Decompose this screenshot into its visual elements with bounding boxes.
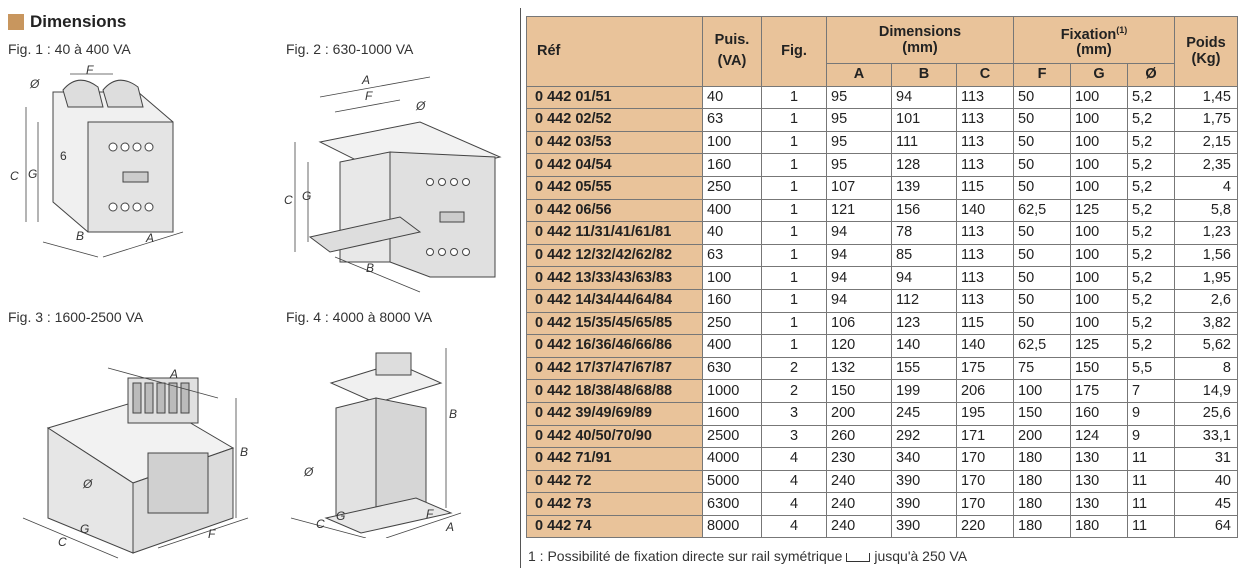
cell-ref: 0 442 73: [527, 493, 703, 516]
fig1-transformer-drawing: [8, 62, 208, 262]
cell-c: 115: [957, 176, 1014, 199]
cell-g: 100: [1071, 109, 1128, 132]
cell-g: 180: [1071, 515, 1128, 538]
cell-o: 5,2: [1128, 109, 1175, 132]
cell-b: 390: [892, 515, 957, 538]
cell-f: 50: [1014, 131, 1071, 154]
cell-a: 94: [827, 244, 892, 267]
cell-g: 175: [1071, 380, 1128, 403]
fig4-dim-c: C: [316, 517, 325, 531]
cell-fig: 1: [762, 312, 827, 335]
header-ref: Réf: [527, 17, 703, 87]
cell-c: 140: [957, 335, 1014, 358]
cell-b: 94: [892, 86, 957, 109]
fig1-dim-a: A: [146, 231, 155, 245]
table-row: [527, 515, 1238, 538]
cell-ref: 0 442 40/50/70/90: [527, 425, 703, 448]
cell-c: 220: [957, 515, 1014, 538]
fig4-dim-a: A: [446, 520, 455, 534]
cell-c: 170: [957, 493, 1014, 516]
cell-o: 5,2: [1128, 335, 1175, 358]
table-row: [527, 335, 1238, 358]
cell-fig: 1: [762, 176, 827, 199]
cell-a: 150: [827, 380, 892, 403]
table-row: [527, 86, 1238, 109]
cell-ref: 0 442 11/31/41/61/81: [527, 222, 703, 245]
cell-puis: 250: [703, 312, 762, 335]
cell-f: 50: [1014, 312, 1071, 335]
fig1-dim-b: B: [76, 229, 85, 243]
cell-ref: 0 442 74: [527, 515, 703, 538]
cell-a: 240: [827, 515, 892, 538]
table-body: [527, 86, 1238, 538]
cell-puis: 160: [703, 289, 762, 312]
cell-f: 50: [1014, 244, 1071, 267]
cell-o: 5,2: [1128, 86, 1175, 109]
footnote-text: 1 : Possibilité de fixation directe sur rail symétrique: [528, 548, 843, 564]
fig4-dim-f: F: [426, 507, 434, 521]
fig1-dim-g: G: [28, 167, 38, 181]
dimensions-table-panel: [526, 16, 1238, 538]
header-fix-f: F: [1014, 64, 1071, 87]
cell-fig: 1: [762, 131, 827, 154]
header-dim-a: A: [827, 64, 892, 87]
table-row: [527, 493, 1238, 516]
cell-p: 31: [1175, 448, 1238, 471]
table-row: [527, 154, 1238, 177]
cell-a: 240: [827, 493, 892, 516]
cell-f: 50: [1014, 86, 1071, 109]
cell-b: 245: [892, 402, 957, 425]
cell-ref: 0 442 16/36/46/66/86: [527, 335, 703, 358]
fig4-dim-g: G: [336, 509, 346, 523]
cell-g: 150: [1071, 357, 1128, 380]
fig4-transformer-drawing: [286, 338, 476, 538]
cell-f: 50: [1014, 109, 1071, 132]
cell-p: 25,6: [1175, 402, 1238, 425]
cell-f: 62,5: [1014, 199, 1071, 222]
cell-fig: 1: [762, 199, 827, 222]
cell-p: 1,23: [1175, 222, 1238, 245]
cell-ref: 0 442 17/37/47/67/87: [527, 357, 703, 380]
cell-ref: 0 442 01/51: [527, 86, 703, 109]
fig3-dim-g: G: [80, 522, 90, 536]
cell-c: 113: [957, 222, 1014, 245]
header-puis: Puis. (VA): [703, 17, 762, 87]
cell-c: 115: [957, 312, 1014, 335]
cell-fig: 1: [762, 86, 827, 109]
table-row: [527, 199, 1238, 222]
fig3-dim-a: A: [170, 367, 179, 381]
cell-g: 130: [1071, 470, 1128, 493]
cell-f: 50: [1014, 289, 1071, 312]
fig4-dim-o: Ø: [304, 465, 314, 479]
cell-puis: 1600: [703, 402, 762, 425]
cell-p: 1,56: [1175, 244, 1238, 267]
table-row: [527, 470, 1238, 493]
cell-p: 40: [1175, 470, 1238, 493]
cell-f: 50: [1014, 176, 1071, 199]
cell-ref: 0 442 03/53: [527, 131, 703, 154]
cell-a: 240: [827, 470, 892, 493]
cell-p: 3,82: [1175, 312, 1238, 335]
fig1-dim-f: F: [86, 63, 94, 77]
cell-f: 50: [1014, 154, 1071, 177]
cell-fig: 1: [762, 109, 827, 132]
cell-g: 125: [1071, 335, 1128, 358]
fig3-transformer-drawing: [8, 338, 263, 560]
cell-fig: 1: [762, 335, 827, 358]
cell-ref: 0 442 39/49/69/89: [527, 402, 703, 425]
cell-a: 95: [827, 131, 892, 154]
cell-ref: 0 442 12/32/42/62/82: [527, 244, 703, 267]
cell-f: 75: [1014, 357, 1071, 380]
cell-ref: 0 442 14/34/44/64/84: [527, 289, 703, 312]
cell-fig: 3: [762, 402, 827, 425]
cell-puis: 100: [703, 131, 762, 154]
fig3-dim-c: C: [58, 535, 67, 549]
cell-a: 106: [827, 312, 892, 335]
cell-o: 5,2: [1128, 222, 1175, 245]
cell-fig: 4: [762, 515, 827, 538]
cell-o: 9: [1128, 425, 1175, 448]
table-row: [527, 425, 1238, 448]
cell-g: 130: [1071, 448, 1128, 471]
fig2-dim-c: C: [284, 193, 293, 207]
cell-o: 5,2: [1128, 244, 1175, 267]
cell-p: 33,1: [1175, 425, 1238, 448]
header-fixation: Fixation$^{(1)}$ (mm): [1014, 17, 1175, 64]
cell-fig: 2: [762, 357, 827, 380]
cell-puis: 2500: [703, 425, 762, 448]
cell-puis: 100: [703, 267, 762, 290]
cell-o: 11: [1128, 470, 1175, 493]
cell-b: 128: [892, 154, 957, 177]
cell-g: 100: [1071, 312, 1128, 335]
cell-c: 140: [957, 199, 1014, 222]
cell-ref: 0 442 06/56: [527, 199, 703, 222]
fig1-dim-c: C: [10, 169, 19, 183]
cell-a: 95: [827, 109, 892, 132]
cell-p: 8: [1175, 357, 1238, 380]
cell-b: 101: [892, 109, 957, 132]
fig1-dim-o: Ø: [30, 77, 40, 91]
cell-puis: 63: [703, 109, 762, 132]
cell-o: 7: [1128, 380, 1175, 403]
table-row: [527, 176, 1238, 199]
cell-g: 100: [1071, 289, 1128, 312]
cell-b: 112: [892, 289, 957, 312]
cell-fig: 1: [762, 222, 827, 245]
fig2-dim-b: B: [366, 261, 375, 275]
figures-panel: [0, 0, 520, 577]
cell-p: 64: [1175, 515, 1238, 538]
cell-f: 180: [1014, 448, 1071, 471]
cell-f: 50: [1014, 267, 1071, 290]
cell-a: 107: [827, 176, 892, 199]
cell-fig: 3: [762, 425, 827, 448]
cell-puis: 400: [703, 199, 762, 222]
cell-fig: 1: [762, 267, 827, 290]
cell-c: 170: [957, 470, 1014, 493]
cell-g: 100: [1071, 222, 1128, 245]
fig2-dim-f: F: [365, 89, 373, 103]
cell-b: 199: [892, 380, 957, 403]
cell-puis: 6300: [703, 493, 762, 516]
cell-a: 132: [827, 357, 892, 380]
cell-g: 125: [1071, 199, 1128, 222]
cell-fig: 1: [762, 154, 827, 177]
cell-c: 171: [957, 425, 1014, 448]
cell-p: 2,15: [1175, 131, 1238, 154]
cell-ref: 0 442 02/52: [527, 109, 703, 132]
cell-puis: 4000: [703, 448, 762, 471]
fig3-dim-o: Ø: [83, 477, 93, 491]
cell-c: 113: [957, 244, 1014, 267]
fig2-label: Fig. 2 : 630-1000 VA: [286, 41, 414, 57]
fig3-dim-b: B: [240, 445, 249, 459]
cell-o: 5,2: [1128, 289, 1175, 312]
cell-p: 2,35: [1175, 154, 1238, 177]
cell-b: 390: [892, 493, 957, 516]
cell-o: 11: [1128, 515, 1175, 538]
cell-b: 139: [892, 176, 957, 199]
cell-b: 85: [892, 244, 957, 267]
fig1-label: Fig. 1 : 40 à 400 VA: [8, 41, 131, 57]
cell-f: 180: [1014, 493, 1071, 516]
cell-f: 150: [1014, 402, 1071, 425]
cell-p: 1,95: [1175, 267, 1238, 290]
cell-fig: 1: [762, 289, 827, 312]
cell-g: 130: [1071, 493, 1128, 516]
cell-c: 175: [957, 357, 1014, 380]
table-row: [527, 357, 1238, 380]
header-fig: Fig.: [762, 17, 827, 87]
cell-o: 5,2: [1128, 312, 1175, 335]
cell-a: 230: [827, 448, 892, 471]
cell-p: 1,75: [1175, 109, 1238, 132]
cell-g: 100: [1071, 154, 1128, 177]
fig2-dim-o: Ø: [416, 99, 426, 113]
cell-fig: 4: [762, 470, 827, 493]
table-row: [527, 131, 1238, 154]
cell-puis: 160: [703, 154, 762, 177]
dimensions-table: [526, 16, 1238, 538]
table-row: [527, 289, 1238, 312]
cell-ref: 0 442 71/91: [527, 448, 703, 471]
cell-o: 5,2: [1128, 199, 1175, 222]
footnote: [528, 548, 967, 564]
cell-o: 9: [1128, 402, 1175, 425]
fig2-dim-a: A: [362, 73, 371, 87]
cell-fig: 2: [762, 380, 827, 403]
header-poids: Poids (Kg): [1175, 17, 1238, 87]
fig1-dim-six: 6: [60, 149, 67, 163]
cell-a: 121: [827, 199, 892, 222]
cell-c: 113: [957, 154, 1014, 177]
cell-puis: 40: [703, 222, 762, 245]
fig4-label: Fig. 4 : 4000 à 8000 VA: [286, 309, 433, 325]
cell-puis: 40: [703, 86, 762, 109]
cell-ref: 0 442 72: [527, 470, 703, 493]
cell-ref: 0 442 05/55: [527, 176, 703, 199]
cell-o: 5,2: [1128, 131, 1175, 154]
table-row: [527, 267, 1238, 290]
cell-f: 180: [1014, 515, 1071, 538]
cell-o: 5,2: [1128, 176, 1175, 199]
cell-o: 5,2: [1128, 267, 1175, 290]
header-dimensions: Dimensions (mm): [827, 17, 1014, 64]
fig3-dim-f: F: [208, 527, 216, 541]
footnote-text-end: jusqu'à 250 VA: [874, 548, 968, 564]
table-row: [527, 448, 1238, 471]
cell-a: 200: [827, 402, 892, 425]
cell-o: 5,2: [1128, 154, 1175, 177]
fig2-transformer-drawing: [280, 62, 510, 297]
cell-a: 120: [827, 335, 892, 358]
cell-b: 292: [892, 425, 957, 448]
section-title: Dimensions: [8, 12, 126, 32]
header-dim-c: C: [957, 64, 1014, 87]
cell-fig: 4: [762, 448, 827, 471]
cell-c: 113: [957, 289, 1014, 312]
cell-b: 78: [892, 222, 957, 245]
cell-puis: 1000: [703, 380, 762, 403]
fig3-label: Fig. 3 : 1600-2500 VA: [8, 309, 144, 325]
cell-ref: 0 442 13/33/43/63/83: [527, 267, 703, 290]
cell-a: 260: [827, 425, 892, 448]
cell-ref: 0 442 04/54: [527, 154, 703, 177]
table-row: [527, 312, 1238, 335]
cell-f: 62,5: [1014, 335, 1071, 358]
cell-g: 160: [1071, 402, 1128, 425]
cell-a: 94: [827, 267, 892, 290]
cell-g: 100: [1071, 86, 1128, 109]
cell-p: 1,45: [1175, 86, 1238, 109]
cell-f: 100: [1014, 380, 1071, 403]
cell-puis: 8000: [703, 515, 762, 538]
cell-o: 11: [1128, 448, 1175, 471]
cell-c: 206: [957, 380, 1014, 403]
din-rail-icon: [846, 553, 870, 562]
cell-g: 100: [1071, 267, 1128, 290]
cell-o: 11: [1128, 493, 1175, 516]
cell-b: 123: [892, 312, 957, 335]
cell-c: 170: [957, 448, 1014, 471]
cell-c: 113: [957, 109, 1014, 132]
cell-c: 113: [957, 267, 1014, 290]
cell-c: 113: [957, 86, 1014, 109]
cell-puis: 63: [703, 244, 762, 267]
table-row: [527, 402, 1238, 425]
cell-b: 340: [892, 448, 957, 471]
cell-g: 124: [1071, 425, 1128, 448]
table-row: [527, 109, 1238, 132]
cell-fig: 4: [762, 493, 827, 516]
cell-puis: 5000: [703, 470, 762, 493]
cell-a: 94: [827, 222, 892, 245]
cell-ref: 0 442 18/38/48/68/88: [527, 380, 703, 403]
cell-p: 5,8: [1175, 199, 1238, 222]
cell-f: 50: [1014, 222, 1071, 245]
cell-f: 200: [1014, 425, 1071, 448]
cell-b: 390: [892, 470, 957, 493]
header-fix-o: Ø: [1128, 64, 1175, 87]
cell-b: 94: [892, 267, 957, 290]
cell-b: 155: [892, 357, 957, 380]
vertical-divider: [520, 8, 521, 568]
cell-c: 113: [957, 131, 1014, 154]
header-dim-b: B: [892, 64, 957, 87]
section-bullet-icon: [8, 14, 24, 30]
cell-p: 5,62: [1175, 335, 1238, 358]
fig4-dim-b: B: [449, 407, 458, 421]
cell-p: 14,9: [1175, 380, 1238, 403]
cell-b: 156: [892, 199, 957, 222]
table-row: [527, 244, 1238, 267]
fig2-dim-g: G: [302, 189, 312, 203]
cell-o: 5,5: [1128, 357, 1175, 380]
header-fix-g: G: [1071, 64, 1128, 87]
cell-b: 140: [892, 335, 957, 358]
cell-a: 95: [827, 86, 892, 109]
cell-puis: 400: [703, 335, 762, 358]
table-row: [527, 222, 1238, 245]
cell-puis: 250: [703, 176, 762, 199]
cell-p: 4: [1175, 176, 1238, 199]
cell-fig: 1: [762, 244, 827, 267]
table-row: [527, 380, 1238, 403]
cell-g: 100: [1071, 244, 1128, 267]
cell-a: 94: [827, 289, 892, 312]
cell-g: 100: [1071, 131, 1128, 154]
cell-g: 100: [1071, 176, 1128, 199]
cell-ref: 0 442 15/35/45/65/85: [527, 312, 703, 335]
cell-p: 45: [1175, 493, 1238, 516]
cell-a: 95: [827, 154, 892, 177]
cell-b: 111: [892, 131, 957, 154]
cell-p: 2,6: [1175, 289, 1238, 312]
cell-puis: 630: [703, 357, 762, 380]
cell-c: 195: [957, 402, 1014, 425]
cell-f: 180: [1014, 470, 1071, 493]
